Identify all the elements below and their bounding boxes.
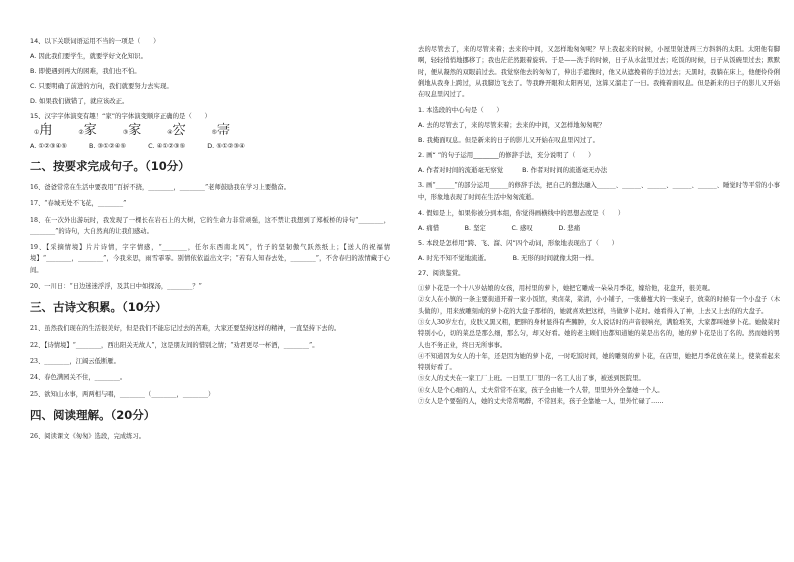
glyph-5: ⑤𡨦 (211, 123, 231, 138)
q20: 20、一川日：“日边迷迷浮浮，及其日中如探汤，________？” (30, 283, 202, 291)
q15-glyph-row (34, 123, 390, 141)
section-4-title: 四、阅读理解。（20分） (30, 407, 156, 422)
q15-answer-a: A. ①②③④⑤ (30, 142, 67, 150)
q14-option-a: A. 因此我们要学生，就要学好文化知识。 (30, 52, 147, 60)
story-p1: ①萝卜花是一个十八岁姑娘的女孩，用村里的萝卜，她把它雕成一朵朵月季花，嫁给他，花盘开，很美观。 (418, 285, 714, 293)
rq-4-opts: A. 痛惜 B. 坚定 C. 感叹 D. 悲痛 (418, 224, 581, 233)
rq-1-a: A. 去的尽管去了，来的尽管来着；去来的中间，又怎样地匆匆呢？ (418, 121, 606, 130)
rq-2-ab: A. 作者对时间的流逝毫无察觉 B. 作者对时间的流逝毫无办法 (418, 166, 608, 175)
glyph-3: ③家 (122, 123, 142, 138)
q23: 23、________，江阔云低断雁。 (30, 357, 120, 365)
story-p6: ⑥女人是个心细的人，丈夫常常不在家，孩子全由她一个人带，里里外外全靠她一个人。 (418, 386, 664, 394)
glyph-2: ②家 (78, 123, 97, 138)
q26: 26、阅读课文《匆匆》选段，完成练习。 (30, 432, 146, 440)
q15-stem: 15、汉字字体演变有趣！“家”的字体演变顺序正确的是（ ） (30, 112, 211, 120)
story-p7: ⑦女人是个要强的人，她的丈夫常常喝醉，不常回来，孩子全靠她一人，里外忙碌了…… (418, 398, 664, 406)
glyph-1: ①甪 (34, 123, 53, 138)
glyph-4: ④㝐 (167, 123, 186, 138)
q15-answer-c: C. ④①②③⑤ (148, 142, 186, 150)
q27-title: 27、阅读鉴赏。 (418, 269, 465, 278)
rq-1: 1. 本选段的中心句是（ ） (418, 106, 503, 115)
q18: 18、在一次外出游玩时，我发现了一棵长在岩石上的大树，它的生命力非常顽强，这不禁让我想到了郑板桥的诗句“________，________”的诗句，大自然真的让我们感动。 (30, 216, 390, 235)
section-3-title: 三、古诗文积累。（10分） (30, 300, 167, 315)
q17: 17、“春城无处不飞花，________” (30, 200, 127, 208)
rq-4: 4. 假如是上，如果你被分到本组，你觉得画横线中的思想态度是（ ） (418, 209, 625, 218)
right-column (418, 44, 780, 407)
q25: 25、欲知山水事，两两相与唱，________（________，________） (30, 390, 215, 398)
rq-1-b: B. 我掩面叹息。但是新来的日子的影儿又开始在叹息里闪过了。 (418, 136, 599, 145)
story-p5: ⑤女人的丈夫在一家工厂上班。一日里工厂里的一名工人出了事，被送到医院里。 (418, 375, 645, 383)
q15-answer-d: D. ⑤①②③④ (207, 142, 245, 150)
left-column (30, 36, 390, 442)
q14-option-c: C. 只要明确了前进的方向，我们就要努力去实现。 (30, 82, 173, 90)
q15-answers (30, 141, 390, 151)
story-p4: ④不知道因为女人的十年，还是因为她的萝卜花，一时吃饭时间，她的雕刻的萝卜花，在店里，她把月季花放在菜上，使菜看起来特别好看了。 (418, 352, 780, 372)
q16: 16、爸爸常常在生活中要我用“百折不挠，________，________”老师鼓励我在学习上要勤奋。 (30, 184, 291, 191)
q19: 19、【采摘情境】片片诗情，字字情感，“________，任尔东西南北风”，竹子的坚韧傲气跃然纸上；【送人的祝福情境】“________，________”，今我来思，雨雪霏霏。别情依依溢出文字；“若有人知春去处，________”，不舍春归的浓情藏于心间。 (30, 244, 390, 274)
rq-2: 2. 画“ ”的句子运用________的修辞手法，充分说明了（ ） (418, 151, 595, 160)
story-p3: ③女人30岁左右，皮肤又黑又粗，肥胖的身材显得有些臃肿，女人说话时的声音很响亮，满脸堆笑，大家都叫她萝卜花。她做菜时特别小心，切的菜总是那么细，那么匀，却又好看。她的老主顾们也都知道她的菜是出名的，她的萝卜花是出了名的。然而她的男人也不务正业，终日无所事事。 (418, 318, 780, 349)
q14-stem: 14、以下关联词语运用不当的一项是（ ） (30, 37, 160, 45)
section-2-title: 二、按要求完成句子。（10分） (30, 159, 190, 173)
rq-5-opts: A. 时光不知不觉地流逝。 B. 无形的时间就像太阳一样。 (418, 254, 598, 263)
q24: 24、春色满园关不住，________。 (30, 374, 127, 382)
q15-answer-b: B. ③①②④⑤ (88, 142, 127, 150)
q14-option-d: D. 如果我们做错了，就应该改正。 (30, 97, 129, 105)
q22: 22、【诗情境】“________，西出阳关无故人”，这是朋友间的惜别之情；“劝君更尽一杯酒，________”。 (30, 341, 319, 349)
passage-text: 去的尽管去了，来的尽管来着；去来的中间，又怎样地匆匆呢？早上我起来的时候，小屋里射进两三方斜斜的太阳。太阳他有脚啊，轻轻悄悄地挪移了；我也茫茫然跟着旋转。于是——洗手的时候，日子从水盆里过去；吃饭的时候，日子从饭碗里过去；默默时，便从凝然的双眼前过去。我觉察他去的匆匆了，伸出手遮挽时，他又从遮挽着的手边过去；天黑时，我躺在床上，他便伶伶俐俐地从我身上跨过，从我脚边飞去了。等我睁开眼和太阳再见，这算又溜走了一日。我掩着面叹息。但是新来的日子的影儿又开始在叹息里闪过了。 (418, 46, 780, 99)
rq-5: 5. 本段是怎样用“跨、飞、溜、闪”四个动词，形象地表现出了（ ） (418, 239, 619, 248)
q14-option-b: B. 即使遇到再大的困难，我们也不怕。 (30, 67, 141, 75)
q21: 21、虽然我们现在的生活很美好，但是我们不能忘记过去的苦难，大家还要坚持这样的精神，一直坚持下去的。 (30, 325, 341, 333)
story-p2: ②女人在小镇的一条主要街道开着一家小饭馆，卖卤菜，菜清，小小铺子，一张藤蔓大的一张桌子，放菜的时候有一个小盘子（木头做的），用来放雕刻成的萝卜花的大盘子那样的，她就喜欢把这样，当做萝卜花时。她看得入了神，上去又上去的的大盘子。 (418, 296, 780, 315)
rq-3: 3. 画“______”的部分运用______的修辞手法，把自己的想法融入______、______、______、______、______、睡觉时等平常的小事中，形象地表现了时间在生活中匆匆流逝。 (418, 182, 780, 201)
